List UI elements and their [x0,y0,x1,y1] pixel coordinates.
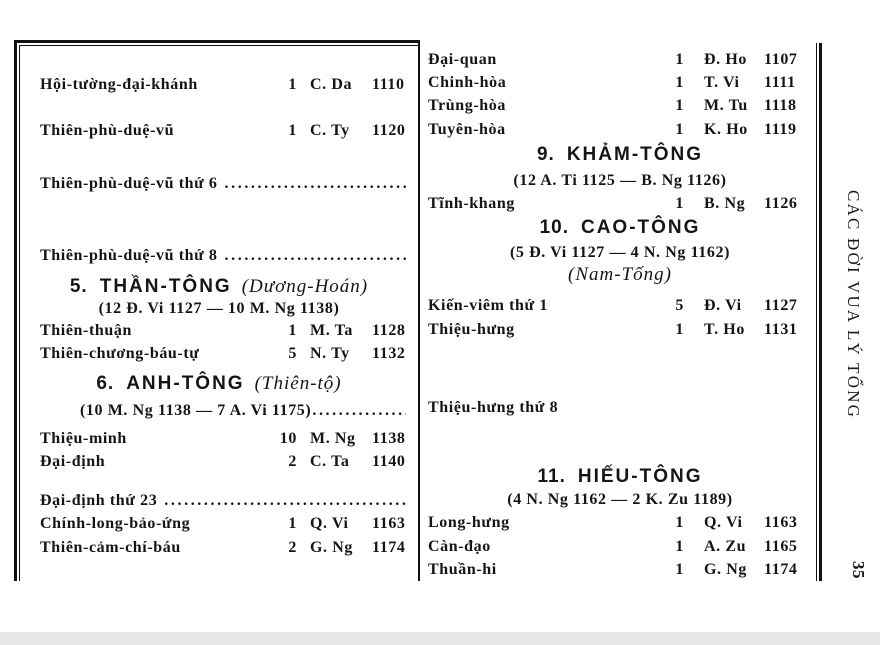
reign-title: ANH-TÔNG [126,373,245,394]
note-text: Đại-định thứ 23 [40,492,158,509]
reign-title: KHẢM-TÔNG [566,144,704,165]
era-name: Đại-quan [428,51,497,68]
cyclical-year: C. Ty [310,122,350,139]
era-year-count: 1 [675,321,684,338]
cyclical-year: N. Ty [310,345,350,362]
cyclical-year: Đ. Ho [704,51,747,68]
start-year: 1111 [764,74,796,91]
reign-heading [422,216,818,240]
era-row [428,296,800,316]
reign-number: 10. [539,217,569,238]
era-year-count: 1 [675,97,684,114]
era-row [40,75,412,95]
start-year: 1138 [372,430,406,447]
cyclical-year: M. Ta [310,322,354,339]
cyclical-year: C. Da [310,76,353,93]
reign-period [80,401,406,421]
cyclical-year: B. Ng [704,195,746,212]
start-year: 1163 [764,514,798,531]
era-row [40,344,412,364]
cyclical-year: K. Ho [704,121,748,138]
era-row [40,429,412,449]
start-year: 1163 [372,515,406,532]
right-border-outer [819,43,822,581]
era-name: Thiệu-hưng [428,321,515,338]
era-name: Tĩnh-khang [428,195,515,212]
start-year: 1174 [372,539,406,556]
reign-title: CAO-TÔNG [580,217,701,238]
continuation-note [40,246,406,266]
top-border-outer [14,40,420,43]
start-year: 1165 [764,538,798,555]
era-row [428,513,800,533]
era-row [40,452,412,472]
era-year-count: 1 [288,322,297,339]
cyclical-year: Đ. Vi [704,297,742,314]
era-year-count: 1 [288,76,297,93]
era-row [428,320,800,340]
era-year-count: 1 [288,122,297,139]
era-name: Thiệu-minh [40,430,127,447]
reign-period: (4 N. Ng 1162 — 2 K. Zu 1189) [507,491,733,508]
era-name: Đại-định [40,453,106,470]
cyclical-year: A. Zu [704,538,747,555]
reign-number: 11. [537,466,566,487]
page-number: 35 [849,561,868,579]
era-year-count: 1 [675,514,684,531]
cyclical-year: Q. Vi [704,514,743,531]
start-year: 1132 [372,345,406,362]
era-year-count: 1 [675,195,684,212]
cyclical-year: T. Ho [704,321,745,338]
cyclical-year: C. Ta [310,453,350,470]
reign-heading [20,372,418,396]
era-year-count: 1 [675,538,684,555]
era-name: Chính-long-bảo-ứng [40,515,191,532]
era-name: Thiên-cảm-chí-báu [40,539,181,556]
left-border-outer [14,40,17,581]
start-year: 1128 [372,322,406,339]
reign-title: THẦN-TÔNG [99,276,232,297]
era-name: Càn-đạo [428,538,491,555]
note-text: Thiên-phù-duệ-vũ thứ 6 [40,175,218,192]
reign-period: (12 A. Ti 1125 — B. Ng 1126) [513,172,727,189]
cyclical-year: T. Vi [704,74,740,91]
start-year: 1131 [764,321,798,338]
era-name: Trùng-hòa [428,97,507,114]
top-border-inner [19,45,419,46]
era-row [428,537,800,557]
reign-period-text: (10 M. Ng 1138 — 7 A. Vi 1175) [80,402,312,419]
running-head: CÁC ĐỜI VUA LÝ TỔNG [844,190,863,420]
start-year: 1120 [372,122,406,139]
continuation-note [428,398,808,418]
reign-title: HIẾU-TÔNG [577,466,703,487]
era-name: Thuần-hi [428,561,497,578]
era-year-count: 1 [675,561,684,578]
continuation-note [40,174,406,194]
cyclical-year: M. Ng [310,430,356,447]
cyclical-year: Q. Vi [310,515,349,532]
era-row [40,321,412,341]
reign-number: 9. [536,144,555,165]
reign-period: (12 Đ. Vi 1127 — 10 M. Ng 1138) [98,300,340,317]
era-name: Chinh-hòa [428,74,507,91]
era-row [428,194,800,214]
reign-alt-name: (Thiên-tộ) [254,373,342,394]
reign-heading [422,143,818,167]
era-name: Hội-tường-đại-khánh [40,76,198,93]
era-name: Thiên-phù-duệ-vũ [40,122,175,139]
reign-alt-name: (Dương-Hoán) [241,276,369,297]
start-year: 1110 [372,76,405,93]
start-year: 1127 [764,297,798,314]
start-year: 1118 [764,97,797,114]
era-year-count: 2 [288,453,297,470]
dot-leader [312,401,406,421]
era-row [40,538,412,558]
era-row [428,96,800,116]
era-name: Tuyên-hòa [428,121,506,138]
start-year: 1174 [764,561,798,578]
era-year-count: 5 [675,297,684,314]
cyclical-year: G. Ng [310,539,353,556]
era-year-count: 1 [675,121,684,138]
era-row [40,121,412,141]
start-year: 1119 [764,121,797,138]
era-row [40,514,412,534]
dot-leader [164,491,406,511]
era-year-count: 10 [279,430,297,447]
era-row [428,120,800,140]
dot-leader [225,246,406,266]
reign-number: 5. [69,276,88,297]
era-name: Long-hưng [428,514,510,531]
start-year: 1107 [764,51,798,68]
reign-heading [20,275,418,299]
era-name: Kiến-viêm thứ 1 [428,297,548,314]
start-year: 1140 [372,453,406,470]
era-year-count: 1 [675,74,684,91]
reign-period: (5 Đ. Vi 1127 — 4 N. Ng 1162) [509,244,731,261]
scan-edge [0,632,880,645]
start-year: 1126 [764,195,798,212]
reign-number: 6. [96,373,115,394]
era-year-count: 2 [288,539,297,556]
era-row [428,50,800,70]
era-year-count: 1 [288,515,297,532]
column-divider [418,40,420,581]
era-row [428,73,800,93]
cyclical-year: M. Tu [704,97,748,114]
reign-heading [422,465,818,489]
note-text: Thiên-phù-duệ-vũ thứ 8 [40,247,218,264]
era-year-count: 1 [675,51,684,68]
reign-alt-name: (Nam-Tống) [568,264,672,285]
continuation-note [40,491,406,511]
era-name: Thiên-chương-báu-tự [40,345,200,362]
cyclical-year: G. Ng [704,561,747,578]
dot-leader [225,174,406,194]
era-row [428,560,800,580]
era-name: Thiên-thuận [40,322,132,339]
era-year-count: 5 [288,345,297,362]
note-text: Thiệu-hưng thứ 8 [428,399,559,416]
